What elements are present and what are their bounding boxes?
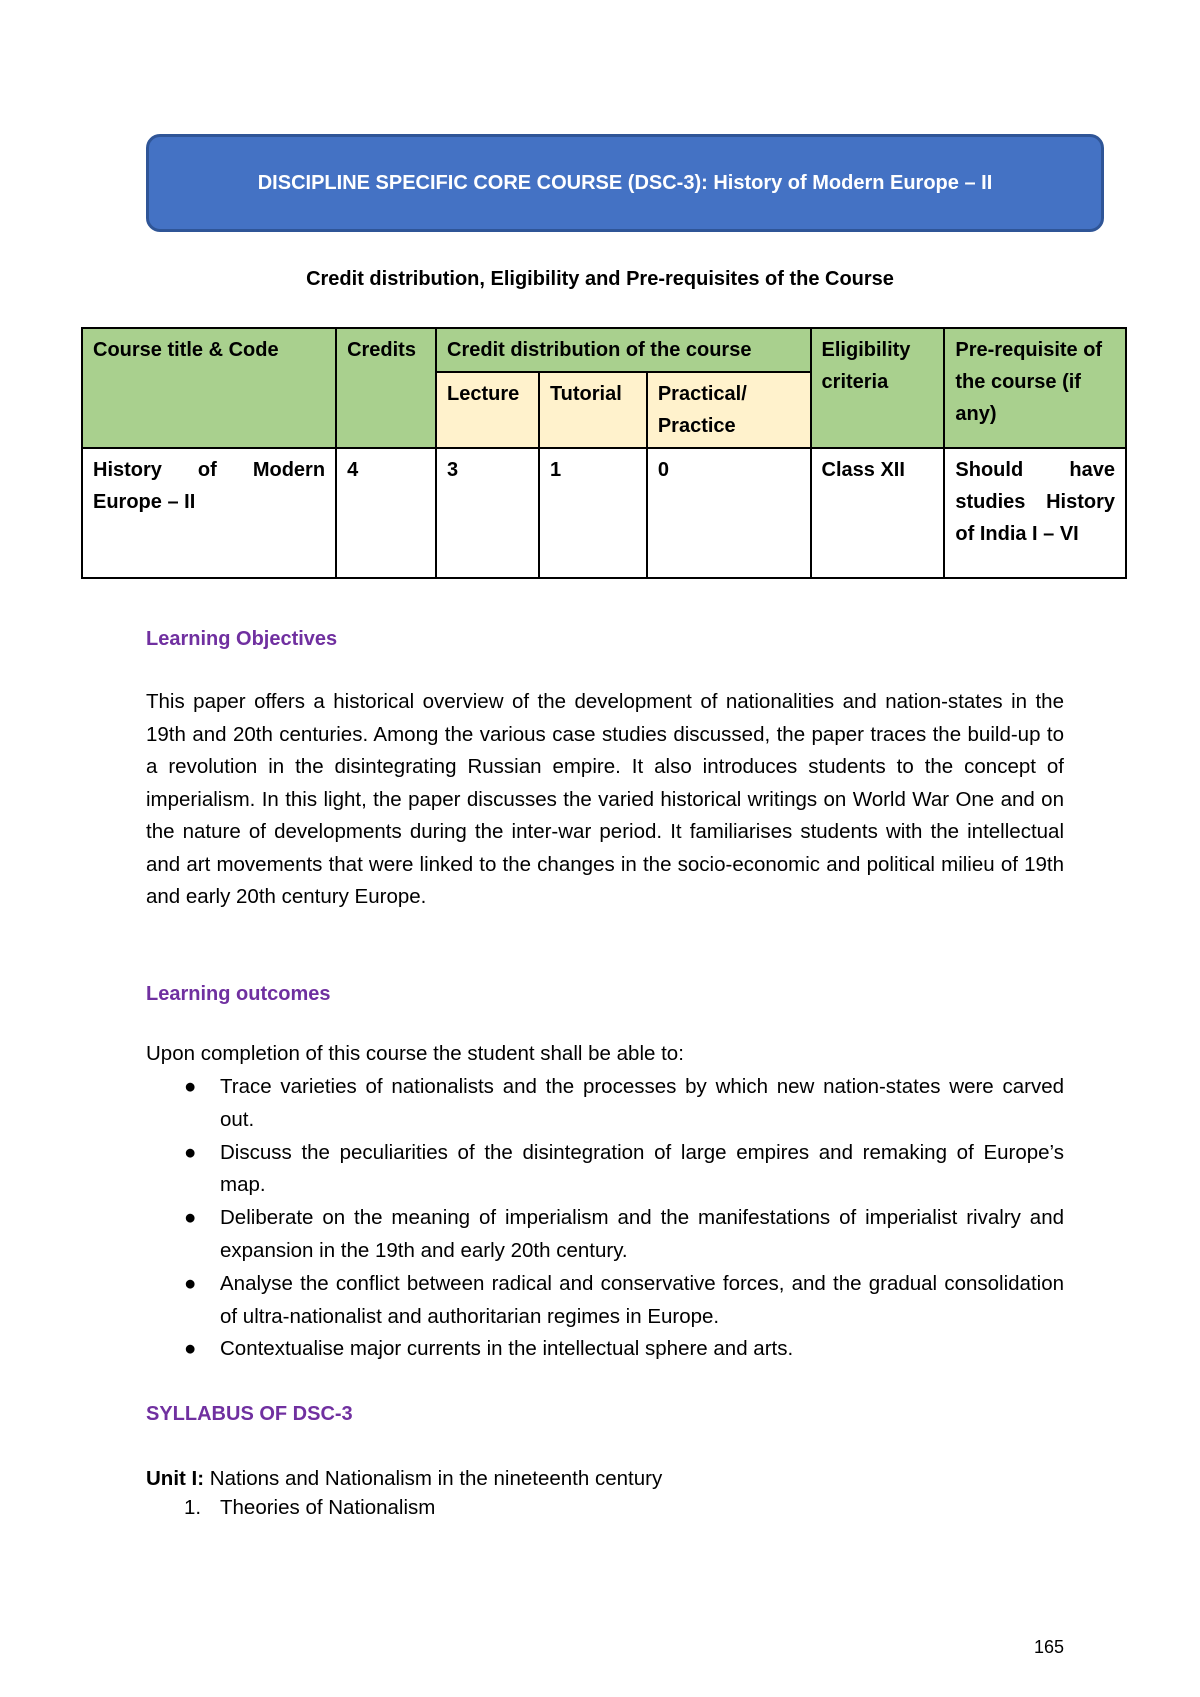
cell-course-title: History of Modern Europe – II <box>82 448 336 578</box>
list-item: ● Discuss the peculiarities of the disintegration of large empires and remaking of Europe’s map. <box>146 1137 1064 1203</box>
syllabus-heading: SYLLABUS OF DSC-3 <box>146 1403 353 1425</box>
header-lecture: Lecture <box>436 372 539 448</box>
cell-tutorial: 1 <box>539 448 647 578</box>
bullet-icon: ● <box>184 1140 197 1164</box>
list-item: ● Analyse the conflict between radical and conservative forces, and the gradual consolidation of ultra-nationalist and authoritarian regimes in Europe. <box>146 1268 1064 1334</box>
unit-title: Nations and Nationalism in the nineteenth century <box>209 1467 663 1490</box>
course-title-banner <box>146 134 1104 232</box>
learning-objectives-text: This paper offers a historical overview of the development of nationalities and nation-states in the 19th and 20th centuries. Among the various case studies discussed, the paper traces the build-up to a revolution in the disintegrating Russian empire. It also introduces students to the concept of imperialism. In this light, the paper discusses the varied historical writings on World War One and on the nature of developments during the inter-war period. It familiarises students with the intellectual and art movements that were linked to the changes in the socio-economic and political milieu of 19th and early 20th century Europe. <box>146 690 1064 908</box>
header-credit-distribution: Credit distribution of the course <box>436 328 811 372</box>
learning-outcomes-intro: Upon completion of this course the student shall be able to: <box>146 1042 684 1065</box>
list-item: ● Contextualise major currents in the intellectual sphere and arts. <box>146 1333 1064 1366</box>
credit-distribution-table <box>81 327 1127 579</box>
cell-credits: 4 <box>336 448 436 578</box>
unit-heading <box>146 1463 662 1495</box>
header-practical: Practical/ Practice <box>647 372 811 448</box>
syllabus-item <box>184 1496 435 1520</box>
list-item: ● Deliberate on the meaning of imperialism and the manifestations of imperialist rivalry and expansion in the 19th and early 20th century. <box>146 1202 1064 1268</box>
header-tutorial: Tutorial <box>539 372 647 448</box>
bullet-icon: ● <box>184 1337 197 1361</box>
cell-prerequisite: Should have studies History of India I – VI <box>944 448 1126 578</box>
bullet-icon: ● <box>184 1206 197 1230</box>
list-item: ● Trace varieties of nationalists and the processes by which new nation-states were carved out. <box>146 1071 1064 1137</box>
section-subtitle: Credit distribution, Eligibility and Pre-requisites of the Course <box>306 268 894 290</box>
bullet-icon: ● <box>184 1075 197 1098</box>
cell-lecture: 3 <box>436 448 539 578</box>
syllabus-item-number: 1. <box>184 1496 202 1519</box>
cell-eligibility: Class XII <box>811 448 945 578</box>
learning-outcomes-heading: Learning outcomes <box>146 983 331 1005</box>
bullet-icon: ● <box>184 1271 197 1295</box>
learning-objectives-heading: Learning Objectives <box>146 628 338 650</box>
header-credits: Credits <box>336 328 436 448</box>
course-title: DISCIPLINE SPECIFIC CORE COURSE (DSC-3): History of Modern Europe – II <box>257 171 993 194</box>
syllabus-item-text: Theories of Nationalism <box>220 1496 436 1519</box>
unit-label: Unit I: <box>146 1467 205 1490</box>
page-number: 165 <box>1033 1637 1064 1657</box>
cell-practical: 0 <box>647 448 811 578</box>
learning-outcomes-list <box>146 1071 1064 1366</box>
header-course-title: Course title & Code <box>82 328 336 448</box>
header-prerequisite: Pre-requisite of the course (if any) <box>944 328 1126 448</box>
header-eligibility: Eligibility criteria <box>811 328 945 448</box>
